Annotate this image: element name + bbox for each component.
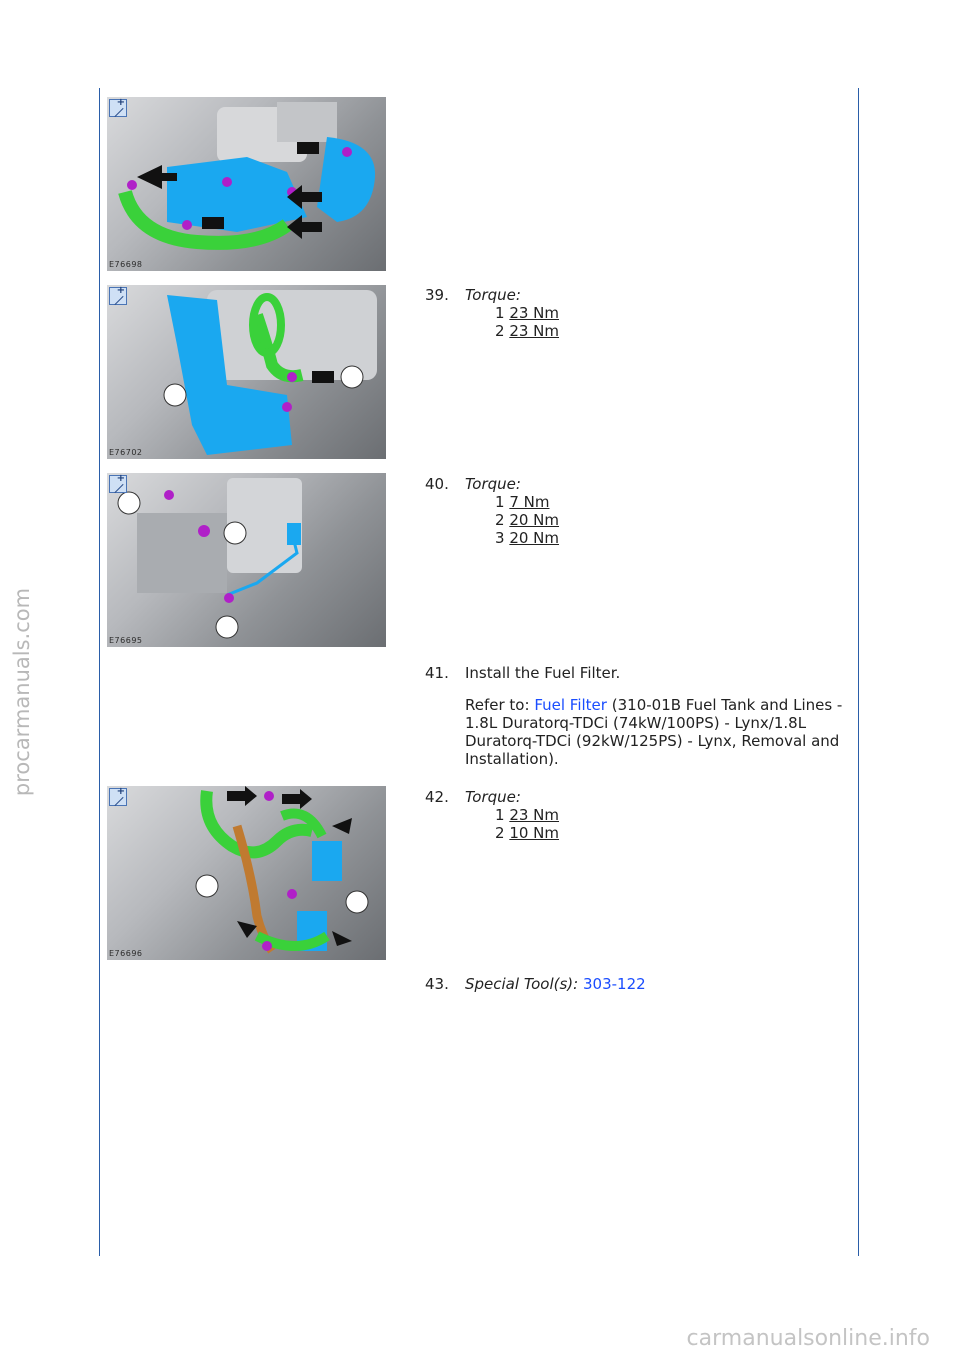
left-border-rule [99,88,100,1256]
torque-item: 1 7 Nm [495,493,550,511]
step-number: 43. [425,975,449,993]
refer-to-paragraph: Refer to: Fuel Filter (310-01B Fuel Tank and Lines - 1.8L Duratorq-TDCi (74kW/100PS) - Lynx/1.8L Duratorq-TDCi (92kW/125PS) - Lynx, Removal and Installation). [465,696,843,768]
figure-illustration [107,285,386,459]
figure-e76695[interactable] [107,473,386,647]
bottom-watermark: carmanualsonline.info [686,1326,930,1351]
torque-value-link[interactable]: 23 Nm [509,806,560,824]
figure-code: E76702 [109,448,143,457]
zoom-icon[interactable]: + [109,475,127,493]
torque-value-link[interactable]: 20 Nm [509,511,560,529]
figure-e76698[interactable] [107,97,386,271]
side-watermark: procarmanuals.com [10,587,34,797]
torque-value-link[interactable]: 23 Nm [509,304,560,322]
zoom-icon[interactable]: + [109,287,127,305]
special-tool-label: Special Tool(s): [465,975,579,993]
zoom-icon[interactable]: + [109,99,127,117]
figure-code: E76698 [109,260,143,269]
step-number: 39. [425,286,449,304]
figure-code: E76695 [109,636,143,645]
figure-illustration [107,786,386,960]
fuel-filter-link[interactable]: Fuel Filter [534,696,607,714]
zoom-icon[interactable]: + [109,788,127,806]
torque-value-link[interactable]: 23 Nm [509,322,560,340]
figure-e76702[interactable] [107,285,386,459]
torque-item: 2 10 Nm [495,824,560,842]
torque-item: 3 20 Nm [495,529,560,547]
torque-value-link[interactable]: 20 Nm [509,529,560,547]
torque-item: 1 23 Nm [495,304,560,322]
torque-item: 2 23 Nm [495,322,560,340]
step-number: 40. [425,475,449,493]
torque-item: 1 23 Nm [495,806,560,824]
torque-value-link[interactable]: 10 Nm [509,824,560,842]
figure-illustration [107,473,386,647]
figure-e76696[interactable] [107,786,386,960]
special-tool-link[interactable]: 303-122 [583,975,646,993]
step-number: 41. [425,664,449,682]
right-border-rule [858,88,859,1256]
torque-label: Torque: [465,475,521,493]
step-number: 42. [425,788,449,806]
figure-illustration [107,97,386,271]
figure-code: E76696 [109,949,143,958]
torque-label: Torque: [465,286,521,304]
step-instruction: Install the Fuel Filter. [465,664,621,682]
torque-label: Torque: [465,788,521,806]
torque-item: 2 20 Nm [495,511,560,529]
torque-value-link[interactable]: 7 Nm [509,493,550,511]
